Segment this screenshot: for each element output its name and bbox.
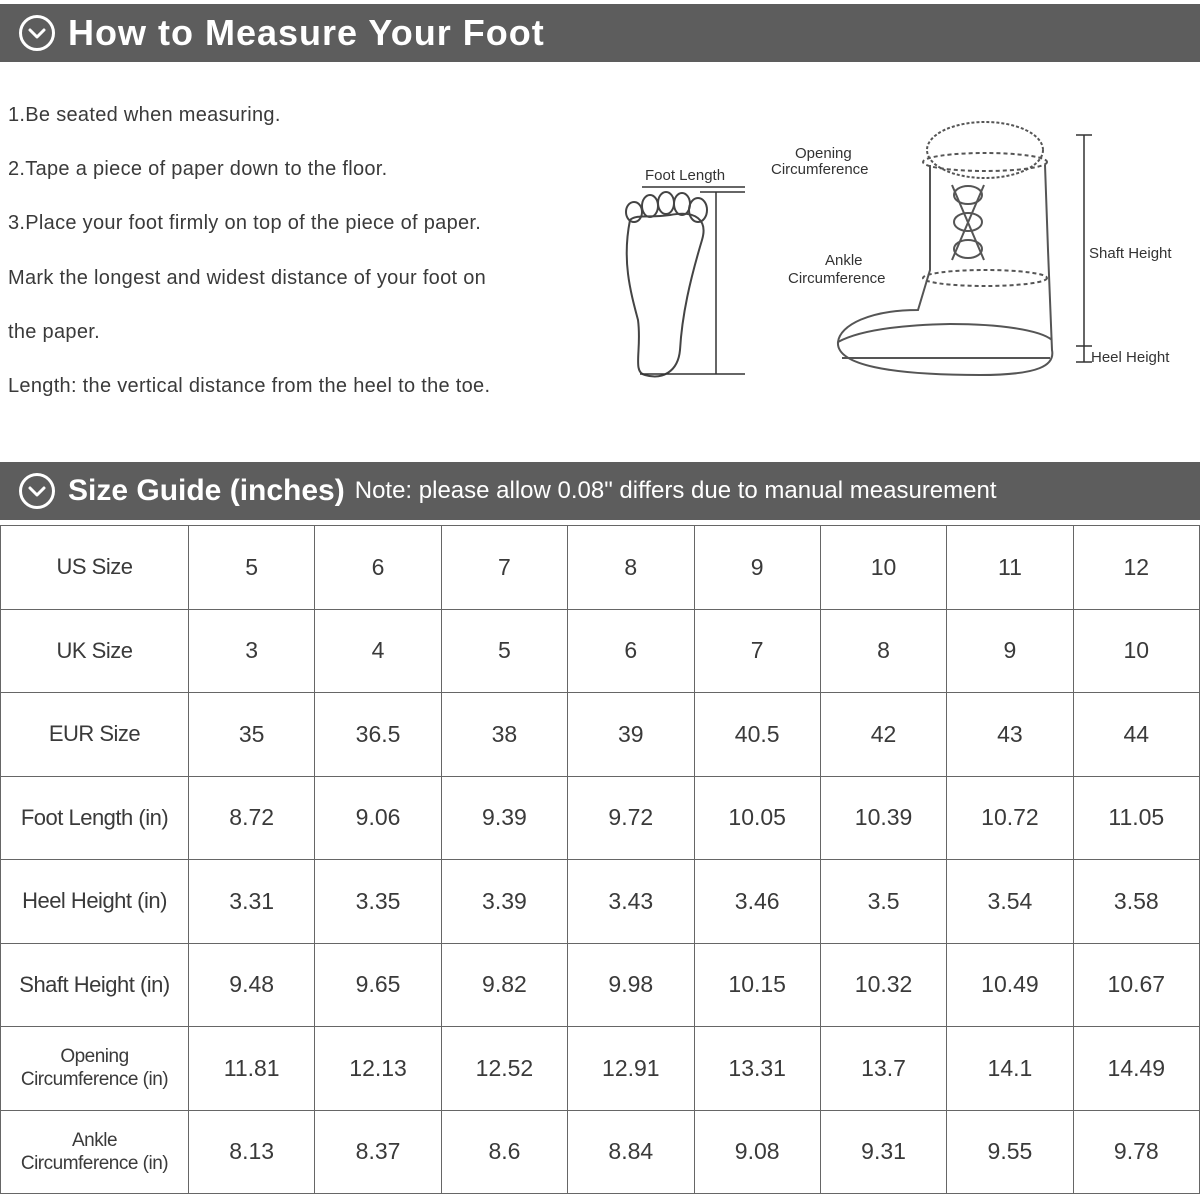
size-cell: 9.82	[441, 943, 567, 1027]
size-table	[0, 525, 1200, 1194]
size-cell: 35	[189, 693, 315, 777]
size-cell: 11.05	[1073, 776, 1199, 860]
measure-steps	[8, 96, 598, 421]
size-cell: 40.5	[694, 693, 820, 777]
size-cell: 5	[189, 526, 315, 610]
foot-boot-illustration	[600, 110, 1200, 410]
table-row	[1, 776, 1200, 860]
size-cell: 12.13	[315, 1027, 441, 1111]
ankle-circumference-label-2: Circumference	[788, 270, 886, 287]
row-label	[1, 1027, 189, 1111]
size-guide-banner	[0, 462, 1200, 520]
table-row	[1, 526, 1200, 610]
size-cell: 9.78	[1073, 1110, 1199, 1194]
size-cell: 12	[1073, 526, 1199, 610]
opening-circumference-label-2: Circumference	[771, 161, 869, 178]
measure-header-banner	[0, 4, 1200, 62]
size-cell: 7	[441, 526, 567, 610]
size-cell: 10.67	[1073, 943, 1199, 1027]
table-row	[1, 1110, 1200, 1194]
size-cell: 9.72	[568, 776, 694, 860]
size-cell: 11.81	[189, 1027, 315, 1111]
opening-circumference-label-1: Opening	[795, 145, 852, 162]
size-cell: 10.15	[694, 943, 820, 1027]
size-cell: 14.49	[1073, 1027, 1199, 1111]
size-cell: 12.52	[441, 1027, 567, 1111]
measure-title: How to Measure Your Foot	[68, 12, 545, 53]
size-cell: 43	[947, 693, 1073, 777]
size-cell: 8.72	[189, 776, 315, 860]
size-cell: 8.13	[189, 1110, 315, 1194]
table-row	[1, 693, 1200, 777]
chevron-down-circle-icon	[19, 15, 55, 51]
foot-length-label: Foot Length	[645, 167, 726, 184]
row-label-line1: Opening	[60, 1046, 129, 1068]
size-cell: 36.5	[315, 693, 441, 777]
size-cell: 3.31	[189, 860, 315, 944]
size-cell: 3.58	[1073, 860, 1199, 944]
chevron-down-circle-icon	[19, 473, 55, 509]
size-cell: 3.54	[947, 860, 1073, 944]
size-cell: 44	[1073, 693, 1199, 777]
size-cell: 11	[947, 526, 1073, 610]
measure-step: Mark the longest and widest distance of your foot on	[8, 266, 487, 289]
size-cell: 8	[820, 609, 946, 693]
size-cell: 5	[441, 609, 567, 693]
table-row	[1, 860, 1200, 944]
size-cell: 10	[1073, 609, 1199, 693]
table-row	[1, 1027, 1200, 1111]
size-cell: 14.1	[947, 1027, 1073, 1111]
row-label: US Size	[1, 526, 189, 610]
size-cell: 8.84	[568, 1110, 694, 1194]
ankle-circumference-label-1: Ankle	[825, 252, 863, 269]
size-cell: 12.91	[568, 1027, 694, 1111]
size-cell: 3	[189, 609, 315, 693]
size-cell: 42	[820, 693, 946, 777]
size-guide-note: Note: please allow 0.08" differs due to manual measurement	[354, 477, 997, 504]
size-cell: 7	[694, 609, 820, 693]
measure-step: 1.Be seated when measuring.	[8, 104, 281, 126]
size-cell: 3.46	[694, 860, 820, 944]
measure-step: Length: the vertical distance from the heel to the toe.	[8, 374, 491, 397]
foot-outline-icon	[626, 192, 707, 376]
size-cell: 9.08	[694, 1110, 820, 1194]
size-cell: 13.31	[694, 1027, 820, 1111]
size-cell: 6	[568, 609, 694, 693]
row-label: UK Size	[1, 609, 189, 693]
size-cell: 38	[441, 693, 567, 777]
size-cell: 3.5	[820, 860, 946, 944]
row-label-line2: Circumference (in)	[20, 1152, 169, 1174]
measure-step: 2.Tape a piece of paper down to the floor.	[8, 158, 388, 181]
size-cell: 4	[315, 609, 441, 693]
size-table-body	[1, 526, 1200, 1194]
row-label: Heel Height (in)	[1, 860, 189, 944]
size-cell: 13.7	[820, 1027, 946, 1111]
size-cell: 9.98	[568, 943, 694, 1027]
row-label: Foot Length (in)	[1, 776, 189, 860]
size-cell: 10	[820, 526, 946, 610]
size-cell: 9	[694, 526, 820, 610]
size-cell: 9.39	[441, 776, 567, 860]
size-cell: 9.55	[947, 1110, 1073, 1194]
row-label: Shaft Height (in)	[1, 943, 189, 1027]
row-label-line1: Ankle	[71, 1129, 118, 1151]
size-cell: 39	[568, 693, 694, 777]
size-cell: 6	[315, 526, 441, 610]
table-row	[1, 943, 1200, 1027]
measure-step: the paper.	[8, 320, 100, 343]
heel-height-label: Heel Height	[1091, 349, 1170, 366]
size-cell: 8.37	[315, 1110, 441, 1194]
size-cell: 8.6	[441, 1110, 567, 1194]
size-cell: 10.32	[820, 943, 946, 1027]
size-cell: 9.31	[820, 1110, 946, 1194]
row-label	[1, 1110, 189, 1194]
size-cell: 10.49	[947, 943, 1073, 1027]
size-cell: 3.35	[315, 860, 441, 944]
size-cell: 3.43	[568, 860, 694, 944]
size-cell: 9.65	[315, 943, 441, 1027]
size-cell: 3.39	[441, 860, 567, 944]
boot-outline-icon	[838, 122, 1052, 375]
table-row	[1, 609, 1200, 693]
size-cell: 10.72	[947, 776, 1073, 860]
size-cell: 10.39	[820, 776, 946, 860]
size-cell: 9.06	[315, 776, 441, 860]
shaft-height-label: Shaft Height	[1089, 245, 1172, 262]
size-cell: 8	[568, 526, 694, 610]
size-cell: 9	[947, 609, 1073, 693]
row-label-line2: Circumference (in)	[20, 1069, 169, 1091]
size-cell: 10.05	[694, 776, 820, 860]
size-guide-title: Size Guide (inches)	[68, 474, 345, 507]
row-label: EUR Size	[1, 693, 189, 777]
measure-step: 3.Place your foot firmly on top of the piece of paper.	[8, 212, 482, 235]
size-cell: 9.48	[189, 943, 315, 1027]
